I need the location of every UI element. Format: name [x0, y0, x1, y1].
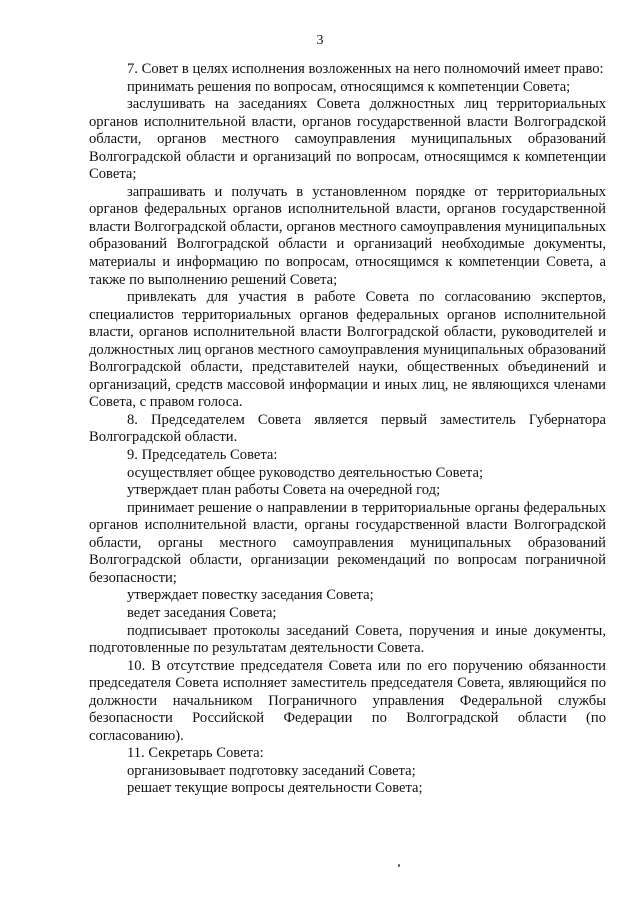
paragraph-9-chairman-duties: 9. Председатель Совета:: [127, 447, 278, 464]
paragraph-organize-meetings: организовывает подготовку заседаний Совета;: [127, 762, 416, 779]
paragraph-conduct-meetings: ведет заседания Совета;: [127, 604, 277, 621]
paragraph-current-issues: решает текущие вопросы деятельности Совета;: [127, 780, 423, 797]
paragraph-sign-protocols: подписывает протоколы заседаний Совета, поручения и иные документы, подготовленные по результатам деятельности Совета.: [89, 622, 606, 657]
paragraph-approve-agenda: утверждает повестку заседания Совета;: [127, 587, 374, 604]
paragraph-right-hear-officials: заслушивать на заседаниях Совета должностных лиц территориальных органов исполнительной власти, органов государственной власти Волгоградской области, органов местного самоуправления муниципальных образований Волгоградской области и организаций по вопросам, относящимся к компетенции Совета;: [89, 96, 606, 183]
scan-dot-mark: [398, 864, 400, 867]
paragraph-right-decisions: принимать решения по вопросам, относящимся к компетенции Совета;: [127, 78, 571, 95]
page-number: 3: [316, 33, 324, 48]
paragraph-general-leadership: осуществляет общее руководство деятельностью Совета;: [127, 464, 484, 481]
paragraph-7-rights: 7. Совет в целях исполнения возложенных на него полномочий имеет право:: [127, 61, 604, 77]
paragraph-right-involve-experts: привлекать для участия в работе Совета по согласованию экспертов, специалистов территориальных органов федеральных органов исполнительной власти, органов исполнительной власти Волгоградской области, руководителей и должностных лиц органов местного самоуправления муниципальных образований Волгоградской области, представителей науки, общественных объединений и организаций, средств массовой информации и иных лиц, не являющихся членами Совета, с правом голоса.: [89, 289, 606, 411]
paragraph-11-secretary: 11. Секретарь Совета:: [127, 745, 264, 762]
paragraph-right-request-documents: запрашивать и получать в установленном порядке от территориальных органов федеральных органов исполнительной власти, органов государственной власти Волгоградской области, органов местного самоуправления муниципальных образований Волгоградской области и организаций необходимые документы, материалы и информацию по вопросам, относящимся к компетенции Совета, а также по выполнению решений Совета;: [89, 183, 606, 288]
paragraph-recommendations-decision: принимает решение о направлении в территориальные органы федеральных органов исполнительной власти, органы государственной власти Волгоградской области, органы местного самоуправления муниципальных образований Волгоградской области, организации рекомендаций по вопросам пограничной безопасности;: [89, 499, 606, 586]
paragraph-8-chairman: 8. Председателем Совета является первый заместитель Губернатора Волгоградской области.: [89, 411, 606, 446]
paragraph-10-deputy: 10. В отсутствие председателя Совета или по его поручению обязанности председателя Совета исполняет заместитель председателя Совета, являющийся по должности начальником Пограничного управления Федеральной службы безопасности Российской Федерации по Волгоградской области (по согласованию).: [89, 657, 606, 744]
document-body: [89, 61, 606, 798]
paragraph-approve-work-plan: утверждает план работы Совета на очередной год;: [127, 482, 441, 499]
